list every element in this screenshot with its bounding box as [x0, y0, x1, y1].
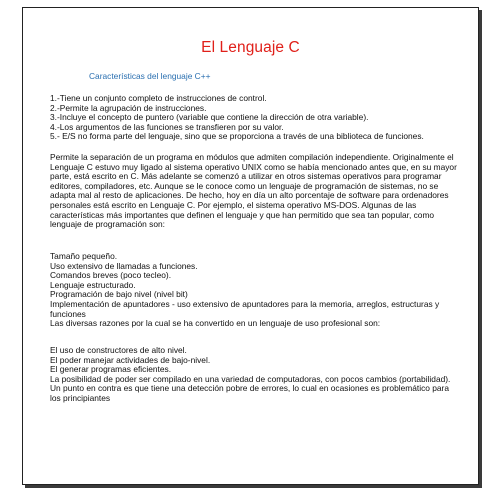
- list-item: 4.-Los argumentos de las funciones se transfieren por su valor.: [50, 121, 284, 132]
- list-item: Uso extensivo de llamadas a funciones.: [50, 260, 198, 271]
- list-item: Comandos breves (poco tecleo).: [50, 270, 172, 281]
- list-item: Implementación de apuntadores - uso extensivo de apuntadores para la memoria, arreglos, estructuras y funciones: [50, 298, 440, 319]
- list-item: Lenguaje estructurado.: [50, 279, 136, 290]
- list-item: 3.-Incluye el concepto de puntero (variable que contiene la dirección de otra variable).: [50, 112, 369, 123]
- intro-paragraph: [50, 153, 458, 230]
- features-list: [50, 94, 458, 142]
- page-title: El Lenguaje C: [201, 39, 300, 56]
- list-item: El poder manejar actividades de bajo-nivel.: [50, 354, 211, 365]
- list-item: 2.-Permite la agrupación de instrucciones.: [50, 102, 207, 113]
- list-item: Programación de bajo nivel (nivel bit): [50, 289, 188, 300]
- list-item: 1.-Tiene un conjunto completo de instrucciones de control.: [50, 93, 267, 103]
- list-item: El generar programas eficientes.: [50, 364, 172, 375]
- reasons-list: [50, 346, 458, 404]
- paragraph-text: Permite la separación de un programa en módulos que admiten compilación independiente. Originalmente el Lenguaje C estuvo muy ligado al sistema operativo UNIX como se había mencionado antes que, en su mayor parte, está escrito en C. Más adelante se comenzó a utilizar en otros sistemas operativos para programar editores, compiladores, etc. Aunque se le conoce como un lenguaje de programación de sistemas, no se adapta mal al resto de aplicaciones. De hecho, hoy en día un alto porcentaje de software para ordenadores personales está escrito en Lenguaje C. Por ejemplo, el sistema operativo MS-DOS. Algunas de las características más importantes que definen el lenguaje y que han permitido que sea tan popular, como lenguaje de programación son:: [50, 152, 457, 230]
- list-item: 5.- E/S no forma parte del lenguaje, sino que se proporciona a través de una biblioteca de funciones.: [50, 131, 424, 142]
- document-page: [22, 7, 479, 485]
- list-item: Un punto en contra es que tiene una detección pobre de errores, lo cual en ocasiones es problemático para los principiantes: [50, 383, 449, 403]
- list-item: El uso de constructores de alto nivel.: [50, 345, 187, 355]
- characteristics-list: [50, 252, 458, 329]
- page-subtitle: Características del lenguaje C++: [89, 71, 211, 81]
- list-item: Las diversas razones por la cual se ha convertido en un lenguaje de uso profesional son:: [50, 318, 381, 329]
- list-item: Tamaño pequeño.: [50, 251, 118, 261]
- list-item: La posibilidad de poder ser compilado en una variedad de computadoras, con pocos cambios (portabilidad).: [50, 373, 451, 384]
